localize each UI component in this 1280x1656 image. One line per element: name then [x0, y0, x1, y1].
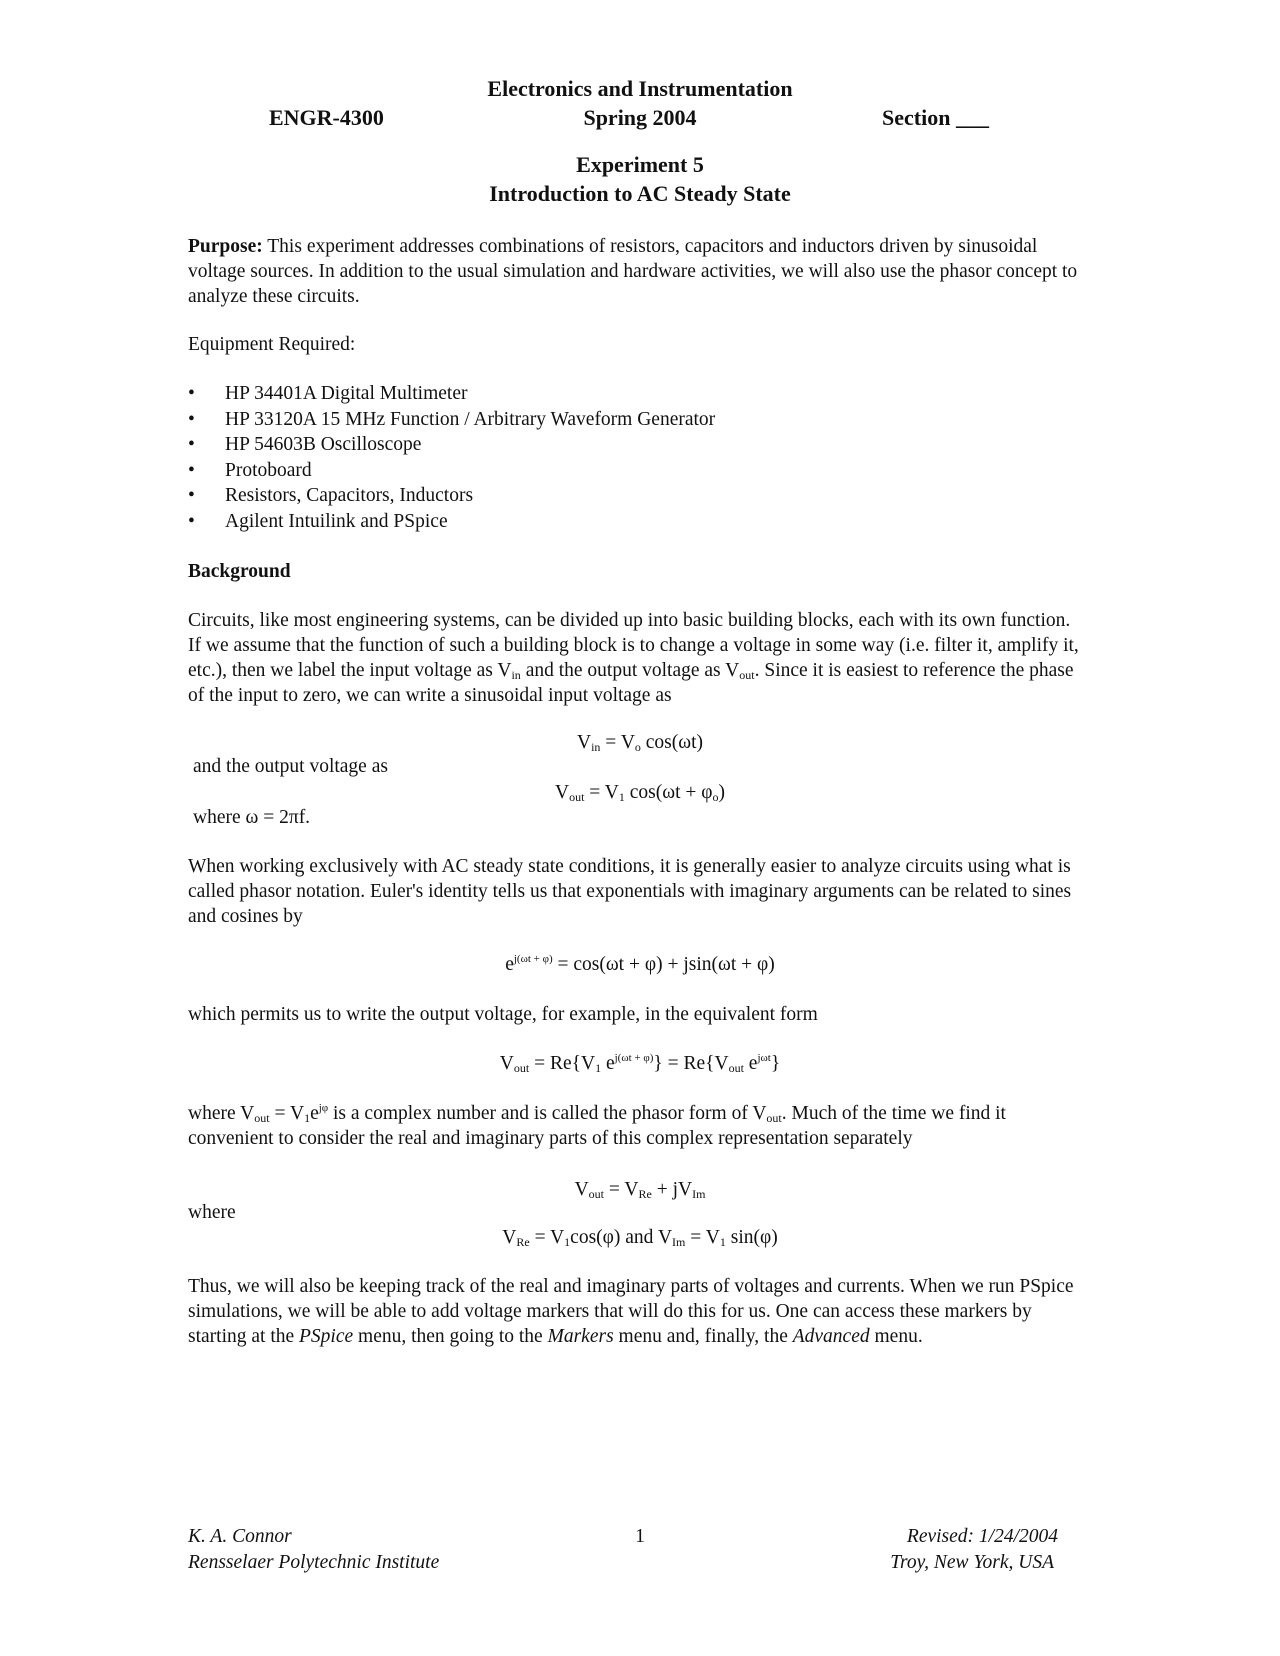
paragraph [188, 608, 1088, 708]
italic-term: Markers [547, 1326, 614, 1347]
text-run: cos(φ) and V [570, 1227, 673, 1248]
experiment-number: Experiment 5 [576, 152, 704, 177]
text-run: + jV [651, 1179, 693, 1200]
supscript: jφ [318, 1102, 329, 1114]
purpose-paragraph [188, 234, 1088, 309]
footer-author: K. A. Connor [188, 1526, 292, 1547]
text-run: = cos(ωt + φ) + jsin(ωt + φ) [552, 954, 775, 975]
text-line: where ω = 2πf. [193, 807, 311, 828]
subscript: 1 [595, 1061, 602, 1075]
text-line: and the output voltage as [193, 756, 388, 777]
text-run: and the output voltage as V [520, 660, 740, 681]
text-run: menu, then going to the [353, 1326, 548, 1347]
supscript: j(ωt + φ) [614, 1052, 654, 1064]
text-run: where V [188, 1103, 255, 1124]
equation-vin [0, 730, 1280, 755]
text-run: menu and, finally, the [613, 1326, 793, 1347]
text-run: menu. [869, 1326, 923, 1347]
experiment-title: Introduction to AC Steady State [489, 181, 791, 206]
purpose-label: Purpose: [188, 236, 263, 257]
page-number: 1 [635, 1526, 645, 1547]
text-run: e [601, 1053, 615, 1074]
subscript: Re [638, 1187, 652, 1201]
bullet-icon: • [188, 383, 195, 404]
text-run: . Much of the time we find it convenient to consider the real and imaginary parts of this complex representation separately [188, 1103, 1006, 1149]
text-run: e [505, 954, 514, 975]
purpose-text: This experiment addresses combinations of resistors, capacitors and inductors driven by sinusoidal voltage sources. In addition to the usual simulation and hardware activities, we will also use the phasor concept to analyze these circuits. [188, 236, 1078, 307]
text-run: = Re{V [529, 1053, 596, 1074]
text-run: = V [604, 1179, 639, 1200]
section: Section ___ [882, 105, 989, 130]
text-run: ) [718, 782, 726, 803]
subscript: out [254, 1111, 270, 1125]
equation-re-im [0, 1225, 1280, 1250]
subscript: in [511, 668, 521, 682]
subscript: out [739, 668, 755, 682]
text-run: V [499, 1053, 514, 1074]
supscript: j(ωt + φ) [513, 953, 553, 965]
footer-location: Troy, New York, USA [890, 1552, 1054, 1573]
footer-revised: Revised: 1/24/2004 [906, 1526, 1058, 1547]
text-run: = V [685, 1227, 720, 1248]
bullet-icon: • [188, 434, 195, 456]
subscript: out [513, 1061, 530, 1075]
footer-institution: Rensselaer Polytechnic Institute [188, 1552, 440, 1573]
subscript: out [569, 790, 585, 804]
text-run: cos(ωt) [640, 732, 704, 753]
subscript: in [591, 740, 601, 754]
subscript: 1 [564, 1235, 571, 1249]
subscript: out [766, 1111, 782, 1125]
paragraph [188, 1274, 1088, 1349]
text-run: V [502, 1227, 517, 1248]
subscript: Re [516, 1235, 530, 1249]
text-run: = V [600, 732, 635, 753]
text-run: } = Re{V [653, 1053, 729, 1074]
bullet-icon: • [188, 408, 195, 430]
subscript: out [588, 1187, 604, 1201]
italic-term: Advanced [792, 1326, 870, 1347]
course-code: ENGR-4300 [269, 105, 384, 130]
equation-parts [0, 1177, 1280, 1202]
equipment-label: Equipment Required: [188, 334, 356, 355]
bullet-icon: • [188, 459, 195, 481]
text-run: . Since it is easiest to reference the phase of the input to zero, we can write a sinusoidal input voltage as [188, 660, 1074, 706]
subscript: Im [692, 1187, 706, 1201]
course-title: Electronics and Instrumentation [487, 76, 793, 101]
equipment-item-label: HP 34401A Digital Multimeter [225, 383, 468, 404]
text-run: = V [529, 1227, 565, 1248]
background-heading: Background [188, 561, 291, 582]
subscript: 1 [719, 1235, 726, 1249]
text-run: is a complex number and is called the phasor form of V [328, 1103, 767, 1124]
equation-euler [0, 952, 1280, 977]
equipment-item-label: Protoboard [225, 459, 312, 481]
text-run: Circuits, like most engineering systems, can be divided up into basic building blocks, each with its own function. If we assume that the function of such a building block is to change a voltage in some way (i.e. filter it, amplify it, etc.), then we label the input voltage as V [188, 610, 1079, 681]
subscript: 1 [618, 790, 625, 804]
equipment-item-label: HP 54603B Oscilloscope [225, 434, 422, 456]
subscript: 1 [304, 1111, 311, 1125]
subscript: Im [672, 1235, 686, 1249]
paragraph: which permits us to write the output voltage, for example, in the equivalent form [188, 1004, 818, 1025]
text-run: sin(φ) [725, 1227, 778, 1248]
paragraph: When working exclusively with AC steady state conditions, it is generally easier to analyze circuits using what is called phasor notation. Euler's identity tells us that exponentials with imaginary arguments can be related to sines and cosines by [188, 856, 1072, 927]
text-run: = V [269, 1103, 305, 1124]
equipment-item-label: Agilent Intuilink and PSpice [225, 511, 448, 532]
term: Spring 2004 [583, 105, 697, 130]
equipment-item-label: HP 33120A 15 MHz Function / Arbitrary Waveform Generator [225, 408, 716, 430]
equation-vout [0, 780, 1280, 805]
text-run: = V [584, 782, 619, 803]
text-run: V [576, 732, 592, 753]
equipment-item-label: Resistors, Capacitors, Inductors [225, 485, 474, 507]
subscript: o [634, 740, 641, 754]
supscript: jωt [757, 1052, 771, 1064]
subscript: o [712, 790, 719, 804]
paragraph [188, 1101, 1088, 1151]
text-run: V [574, 1179, 589, 1200]
italic-term: PSpice [299, 1326, 354, 1347]
text-run: Thus, we will also be keeping track of the real and imaginary parts of voltages and currents. When we run PSpice simulations, we will be able to add voltage markers that will do this for us. One can access these markers by starting at the [188, 1276, 1074, 1347]
subscript: out [728, 1061, 744, 1075]
text-run: cos(ωt + φ [624, 782, 713, 803]
text-run: e [310, 1103, 319, 1124]
equation-re [0, 1051, 1280, 1076]
text-run: V [554, 782, 570, 803]
bullet-icon: • [188, 485, 195, 507]
text-run: e [743, 1053, 758, 1074]
text-line: where [188, 1202, 236, 1223]
text-run: } [770, 1053, 781, 1074]
bullet-icon: • [188, 511, 195, 532]
